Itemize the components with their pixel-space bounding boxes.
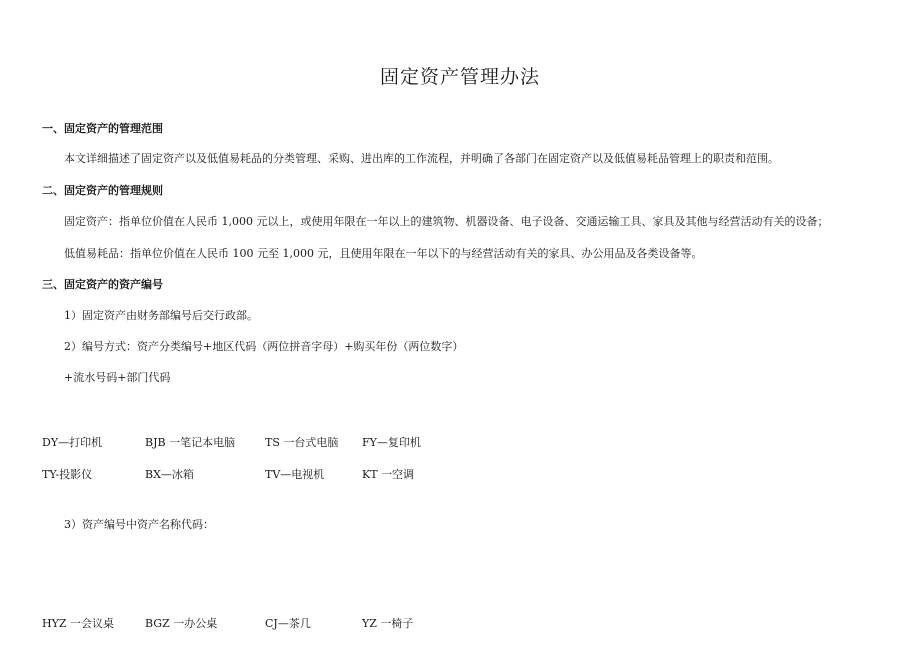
asset-code-row (0, 434, 920, 450)
asset-code: TV—电视机 (265, 468, 325, 481)
asset-code: BJB 一笔记本电脑 (145, 436, 236, 449)
asset-code: BGZ 一办公桌 (145, 617, 218, 630)
asset-code: CJ—茶几 (265, 617, 311, 630)
scope-paragraph: 本文详细描述了固定资产以及低值易耗品的分类管理、采购、进出库的工作流程，并明确了各部门在固定资产以及低值易耗品管理上的职责和范围。 (64, 152, 779, 165)
numbering-item-3: 3）资产编号中资产名称代码： (64, 518, 214, 531)
asset-code: KT 一空调 (362, 468, 415, 481)
numbering-item-1: 1）固定资产由财务部编号后交行政部。 (64, 309, 258, 322)
asset-code: BX—冰箱 (145, 468, 194, 481)
low-value-definition: 低值易耗品：指单位价值在人民币 100 元至 1,000 元，且使用年限在一年以下的与经营活动有关的家具、办公用品及各类设备等。 (64, 247, 703, 260)
asset-code: TS 一台式电脑 (265, 436, 339, 449)
section-heading-numbering: 三、固定资产的资产编号 (42, 278, 163, 291)
asset-code-row (0, 615, 920, 631)
section-heading-rules: 二、固定资产的管理规则 (42, 184, 163, 197)
asset-code: TY-投影仪 (42, 468, 93, 481)
asset-code: FY—复印机 (362, 436, 421, 449)
asset-code: DY—打印机 (42, 436, 103, 449)
asset-code: HYZ 一会议桌 (42, 617, 114, 630)
section-heading-scope: 一、固定资产的管理范围 (42, 122, 163, 135)
fixed-asset-definition: 固定资产：指单位价值在人民币 1,000 元以上，或使用年限在一年以上的建筑物、机器设备、电子设备、交通运输工具、家具及其他与经营活动有关的设备； (64, 215, 829, 228)
document-title: 固定资产管理办法 (379, 66, 540, 88)
numbering-item-2-continued: +流水号码+部门代码 (64, 371, 171, 384)
numbering-item-2: 2）编号方式：资产分类编号+地区代码（两位拼音字母）+购买年份（两位数字） (64, 340, 464, 353)
asset-code: YZ 一椅子 (362, 617, 414, 630)
asset-code-row (0, 466, 920, 482)
